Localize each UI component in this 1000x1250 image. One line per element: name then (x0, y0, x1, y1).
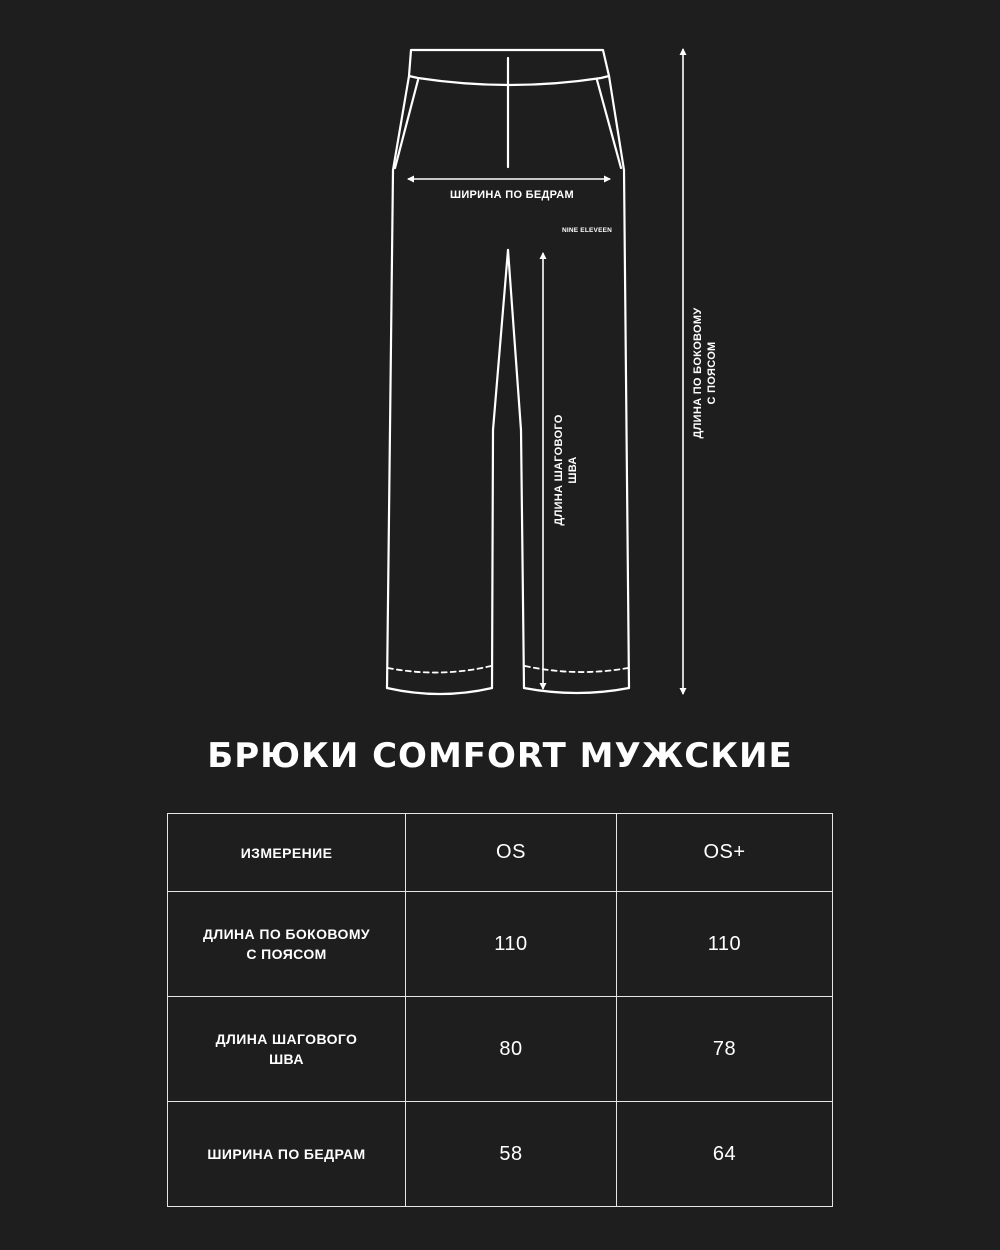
value-os-plus: 110 (707, 932, 742, 955)
right-cuff-stitch (525, 666, 628, 672)
row-label: ДЛИНА ПО БОКОВОМУ С ПОЯСОМ (202, 926, 371, 962)
right-hem (524, 688, 629, 693)
value-os: 80 (499, 1037, 523, 1060)
row-label-cell (168, 892, 406, 997)
value-os-plus: 64 (712, 1142, 737, 1165)
table-row (168, 892, 833, 997)
inseam-label-line1: ДЛИНА ШАГОВОГО (553, 414, 565, 526)
row-label: ДЛИНА ШАГОВОГО ШВА (215, 1031, 358, 1067)
header-cell (617, 814, 833, 892)
header-size-os-plus: OS+ (703, 841, 746, 863)
header-cell (168, 814, 406, 892)
left-leg-outer (387, 76, 409, 688)
inseam-label (553, 414, 579, 525)
side-length-label (692, 308, 718, 439)
value-os-plus: 78 (712, 1037, 737, 1060)
table-row (168, 1102, 833, 1207)
header-measurement: ИЗМЕРЕНИЕ (240, 844, 333, 861)
inseam-left (492, 250, 508, 688)
value-cell (406, 1102, 617, 1207)
table-row (168, 997, 833, 1102)
inseam-right (508, 250, 524, 688)
hip-width-label: ШИРИНА ПО БЕДРАМ (449, 189, 575, 201)
value-os: 58 (499, 1142, 523, 1165)
value-cell (617, 1102, 833, 1207)
brand-label: NINE ELEVEEN (561, 227, 613, 234)
row-label: ШИРИНА ПО БЕДРАМ (207, 1146, 366, 1162)
left-cuff-stitch (388, 666, 491, 673)
side-length-label-line1: ДЛИНА ПО БОКОВОМУ (692, 307, 704, 439)
value-os: 110 (494, 932, 528, 955)
value-cell (406, 997, 617, 1102)
right-leg-outer (609, 76, 629, 688)
pants-outline (387, 50, 629, 694)
header-cell (406, 814, 617, 892)
value-cell (617, 892, 833, 997)
row-label-cell (168, 997, 406, 1102)
header-size-os: OS (496, 841, 526, 863)
value-cell (617, 997, 833, 1102)
row-label-cell (168, 1102, 406, 1207)
size-table (167, 813, 833, 1207)
side-length-label-line2: С ПОЯСОМ (706, 341, 718, 405)
table-header-row (168, 814, 833, 892)
inseam-label-line2: ШВА (567, 456, 579, 484)
value-cell (406, 892, 617, 997)
page-title: БРЮКИ COMFORT МУЖСКИЕ (207, 736, 793, 776)
left-hem (387, 688, 492, 694)
